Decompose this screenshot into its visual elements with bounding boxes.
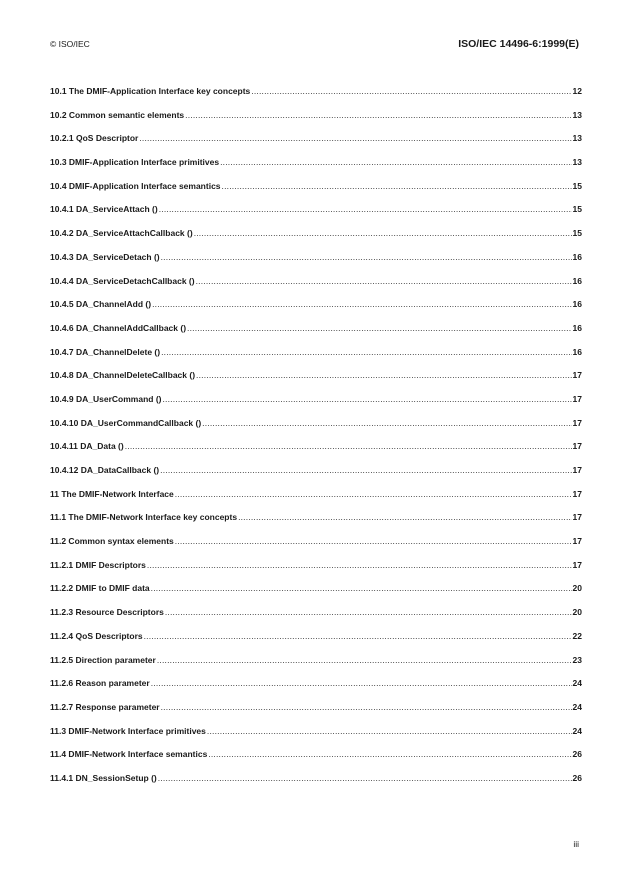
toc-dot-leader xyxy=(144,631,572,641)
toc-entry-title: 10.4.4 DA_ServiceDetachCallback () xyxy=(50,275,195,286)
toc-entry[interactable] xyxy=(50,299,582,323)
toc-dot-leader xyxy=(161,347,571,357)
toc-entry-page: 22 xyxy=(572,630,582,641)
toc-entry[interactable] xyxy=(50,441,582,465)
toc-entry[interactable] xyxy=(50,157,582,181)
toc-entry-title: 10.1 The DMIF-Application Interface key concepts xyxy=(50,86,251,96)
toc-entry[interactable] xyxy=(50,86,582,110)
toc-entry[interactable] xyxy=(50,347,582,371)
toc-dot-leader xyxy=(159,204,572,214)
toc-entry-title: 10.3 DMIF-Application Interface primitives xyxy=(50,157,220,168)
toc-entry[interactable] xyxy=(50,133,582,157)
toc-dot-leader xyxy=(157,655,572,665)
footer-page-number: iii xyxy=(573,839,579,849)
toc-dot-leader xyxy=(222,181,572,191)
toc-entry-page: 16 xyxy=(572,346,582,357)
toc-dot-leader xyxy=(187,323,571,333)
toc-dot-leader xyxy=(207,726,572,736)
toc-dot-leader xyxy=(151,678,572,688)
toc-entry-title: 10.2.1 QoS Descriptor xyxy=(50,133,139,144)
toc-entry-title: 11.2.7 Response parameter xyxy=(50,701,160,712)
table-of-contents xyxy=(50,86,582,797)
toc-entry-title: 11.2.2 DMIF to DMIF data xyxy=(50,583,150,594)
toc-dot-leader xyxy=(238,512,571,522)
toc-entry[interactable] xyxy=(50,489,582,513)
toc-dot-leader xyxy=(165,607,572,617)
toc-entry-title: 10.2 Common semantic elements xyxy=(50,109,185,120)
toc-entry-page: 17 xyxy=(572,417,582,428)
toc-dot-leader xyxy=(175,489,572,499)
toc-entry[interactable] xyxy=(50,655,582,679)
toc-dot-leader xyxy=(194,228,572,238)
toc-entry[interactable] xyxy=(50,110,582,134)
toc-entry-page: 17 xyxy=(572,488,582,499)
toc-entry[interactable] xyxy=(50,702,582,726)
toc-entry[interactable] xyxy=(50,749,582,773)
toc-entry-page: 13 xyxy=(572,109,582,120)
toc-entry[interactable] xyxy=(50,536,582,560)
toc-entry[interactable] xyxy=(50,607,582,631)
toc-entry-page: 16 xyxy=(572,299,582,310)
toc-entry[interactable] xyxy=(50,394,582,418)
toc-entry[interactable] xyxy=(50,583,582,607)
toc-dot-leader xyxy=(175,536,572,546)
toc-entry-page: 23 xyxy=(572,654,582,665)
toc-entry-title: 10.4.6 DA_ChannelAddCallback () xyxy=(50,322,187,333)
toc-entry-title: 10.4.7 DA_ChannelDelete () xyxy=(50,346,161,357)
toc-entry[interactable] xyxy=(50,323,582,347)
toc-entry-title: 11.2.6 Reason parameter xyxy=(50,678,150,689)
toc-entry-page: 20 xyxy=(572,583,582,594)
toc-entry-title: 10.4.12 DA_DataCallback () xyxy=(50,465,160,475)
toc-entry-title: 11.2.4 QoS Descriptors xyxy=(50,630,143,641)
toc-entry-page: 17 xyxy=(572,393,582,404)
toc-entry[interactable] xyxy=(50,678,582,702)
toc-entry-page: 15 xyxy=(572,204,582,215)
toc-entry[interactable] xyxy=(50,512,582,536)
toc-entry-title: 11.2.5 Direction parameter xyxy=(50,654,156,665)
toc-entry-title: 10.4.8 DA_ChannelDeleteCallback () xyxy=(50,370,196,381)
toc-entry-title: 11.3 DMIF-Network Interface primitives xyxy=(50,725,206,736)
toc-entry[interactable] xyxy=(50,773,582,797)
toc-dot-leader xyxy=(162,394,571,404)
toc-dot-leader xyxy=(208,749,571,759)
toc-dot-leader xyxy=(160,465,571,475)
toc-entry-title: 10.4.5 DA_ChannelAdd () xyxy=(50,299,152,310)
toc-dot-leader xyxy=(125,441,572,451)
header-copyright: © ISO/IEC xyxy=(50,39,90,49)
toc-entry[interactable] xyxy=(50,276,582,300)
toc-entry-page: 12 xyxy=(572,86,582,96)
toc-entry-title: 11.2 Common syntax elements xyxy=(50,536,174,547)
toc-dot-leader xyxy=(161,702,572,712)
toc-entry-title: 10.4.1 DA_ServiceAttach () xyxy=(50,204,158,215)
toc-entry-page: 16 xyxy=(572,251,582,262)
toc-entry[interactable] xyxy=(50,465,582,489)
toc-entry-page: 24 xyxy=(572,678,582,689)
toc-entry-page: 17 xyxy=(572,559,582,570)
toc-entry[interactable] xyxy=(50,181,582,205)
toc-entry[interactable] xyxy=(50,204,582,228)
toc-entry[interactable] xyxy=(50,631,582,655)
toc-entry-page: 20 xyxy=(572,607,582,618)
toc-dot-leader xyxy=(251,86,571,96)
toc-entry-title: 10.4.3 DA_ServiceDetach () xyxy=(50,251,160,262)
toc-dot-leader xyxy=(202,418,571,428)
toc-entry[interactable] xyxy=(50,370,582,394)
toc-entry-page: 16 xyxy=(572,275,582,286)
toc-entry[interactable] xyxy=(50,560,582,584)
toc-entry[interactable] xyxy=(50,418,582,442)
toc-dot-leader xyxy=(158,773,572,783)
toc-entry-title: 11.2.3 Resource Descriptors xyxy=(50,607,164,618)
toc-entry-page: 15 xyxy=(572,228,582,239)
toc-entry-page: 24 xyxy=(572,725,582,736)
toc-dot-leader xyxy=(151,583,572,593)
toc-entry-title: 10.4.10 DA_UserCommandCallback () xyxy=(50,417,202,428)
toc-entry-title: 11.4 DMIF-Network Interface semantics xyxy=(50,749,208,760)
header-document-id: ISO/IEC 14496-6:1999(E) xyxy=(458,38,579,50)
toc-entry[interactable] xyxy=(50,726,582,750)
toc-entry-title: 11.4.1 DN_SessionSetup () xyxy=(50,772,157,783)
toc-entry-page: 13 xyxy=(572,133,582,144)
toc-entry-page: 26 xyxy=(572,772,582,783)
toc-entry[interactable] xyxy=(50,228,582,252)
toc-entry-title: 10.4.2 DA_ServiceAttachCallback () xyxy=(50,228,193,239)
toc-dot-leader xyxy=(139,133,571,143)
toc-dot-leader xyxy=(185,110,571,120)
toc-entry-page: 17 xyxy=(572,441,582,452)
toc-entry-page: 13 xyxy=(572,157,582,168)
toc-dot-leader xyxy=(161,252,572,262)
toc-dot-leader xyxy=(196,276,572,286)
toc-entry-title: 10.4.11 DA_Data () xyxy=(50,441,124,452)
toc-entry-page: 17 xyxy=(572,536,582,547)
toc-entry-title: 11.1 The DMIF-Network Interface key concepts xyxy=(50,512,238,523)
toc-entry-page: 26 xyxy=(572,749,582,760)
toc-entry-title: 10.4.9 DA_UserCommand () xyxy=(50,393,162,404)
toc-dot-leader xyxy=(152,299,571,309)
toc-entry-page: 17 xyxy=(572,370,582,381)
toc-entry-page: 15 xyxy=(572,180,582,191)
toc-entry-page: 17 xyxy=(572,512,582,523)
toc-entry-title: 11 The DMIF-Network Interface xyxy=(50,488,174,499)
toc-entry[interactable] xyxy=(50,252,582,276)
toc-dot-leader xyxy=(196,370,572,380)
toc-entry-page: 17 xyxy=(572,465,582,475)
toc-entry-page: 16 xyxy=(572,322,582,333)
toc-entry-title: 11.2.1 DMIF Descriptors xyxy=(50,559,146,570)
toc-dot-leader xyxy=(220,157,571,167)
toc-entry-title: 10.4 DMIF-Application Interface semantics xyxy=(50,180,221,191)
toc-dot-leader xyxy=(147,560,572,570)
toc-entry-page: 24 xyxy=(572,701,582,712)
